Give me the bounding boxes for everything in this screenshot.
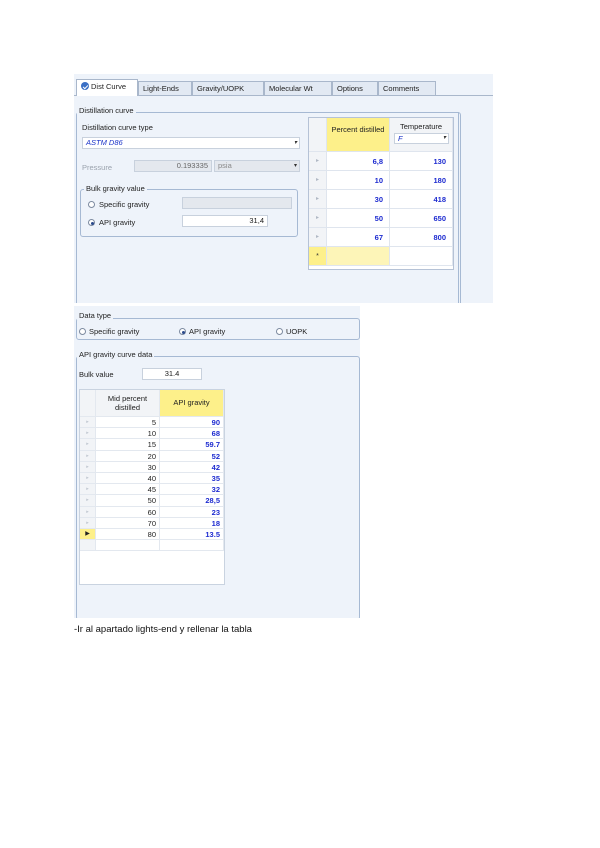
row-header[interactable]: ▸ <box>80 462 96 473</box>
curve-type-label: Distillation curve type <box>82 123 153 132</box>
row-header[interactable]: ▸ <box>80 518 96 529</box>
api-gravity-radio[interactable] <box>88 219 95 226</box>
pressure-input[interactable]: 0.193335 <box>134 160 212 172</box>
row-header[interactable]: ▸ <box>80 439 96 450</box>
tab-label: Gravity/UOPK <box>197 84 245 93</box>
checkmark-icon <box>81 82 89 90</box>
temperature-cell[interactable]: 130 <box>390 152 453 171</box>
percent-distilled-cell[interactable]: 10 <box>327 171 390 190</box>
row-header[interactable]: ▸ <box>80 428 96 439</box>
row-header[interactable]: ▸ <box>80 507 96 518</box>
data-type-group-label: Data type <box>79 311 112 320</box>
tab-gravity-uopk[interactable] <box>192 81 264 95</box>
row-header[interactable]: ▸ <box>80 417 96 428</box>
mid-percent-cell[interactable]: 60 <box>96 507 160 518</box>
row-header[interactable]: ▸ <box>80 484 96 495</box>
dropdown-arrow-icon: ▾ <box>442 135 446 141</box>
mid-percent-cell[interactable]: 15 <box>96 439 160 450</box>
mid-percent-cell[interactable]: 70 <box>96 518 160 529</box>
tab-label: Options <box>337 84 363 93</box>
curve-type-value: ASTM D86 <box>86 138 123 147</box>
bulk-value-input[interactable]: 31.4 <box>142 368 202 380</box>
temperature-header-label: Temperature <box>399 122 443 131</box>
row-header[interactable]: ▸ <box>309 152 327 171</box>
grid-corner <box>80 390 96 417</box>
temperature-cell[interactable]: 650 <box>390 209 453 228</box>
bulk-value-label: Bulk value <box>79 370 114 379</box>
temperature-header[interactable] <box>390 118 453 152</box>
mid-percent-cell[interactable]: 45 <box>96 484 160 495</box>
data-type-api-gravity-radio[interactable] <box>179 328 186 335</box>
api-gravity-cell[interactable]: 35 <box>160 473 224 484</box>
mid-percent-distilled-header[interactable]: Mid percent distilled <box>96 390 160 417</box>
temperature-cell[interactable]: 180 <box>390 171 453 190</box>
api-gravity-cell[interactable]: 18 <box>160 518 224 529</box>
api-gravity-curve-group-label: API gravity curve data <box>79 350 153 359</box>
mid-percent-cell[interactable]: 30 <box>96 462 160 473</box>
row-header[interactable]: ▸ <box>309 190 327 209</box>
mid-percent-cell[interactable]: 80 <box>96 529 160 540</box>
data-type-specific-gravity-label: Specific gravity <box>89 327 140 336</box>
pressure-unit-value: psia <box>218 161 232 170</box>
api-gravity-cell[interactable]: 23 <box>160 507 224 518</box>
row-header[interactable]: ▸ <box>80 473 96 484</box>
tab-comments[interactable] <box>378 81 436 95</box>
mid-percent-cell[interactable]: 50 <box>96 495 160 506</box>
api-gravity-cell[interactable]: 59.7 <box>160 439 224 450</box>
percent-distilled-cell[interactable]: 30 <box>327 190 390 209</box>
api-gravity-input[interactable]: 31,4 <box>182 215 268 227</box>
tab-options[interactable] <box>332 81 378 95</box>
new-row-mid-cell[interactable] <box>96 540 160 551</box>
tab-strip <box>74 77 493 93</box>
tab-label: Comments <box>383 84 420 93</box>
grid-corner <box>309 118 327 152</box>
frame-edge <box>458 112 459 303</box>
dropdown-arrow-icon: ▾ <box>293 140 297 146</box>
tab-label: Light-Ends <box>143 84 179 93</box>
temperature-cell[interactable]: 800 <box>390 228 453 247</box>
temperature-unit-value: F <box>398 134 403 143</box>
row-header[interactable]: ▸ <box>80 451 96 462</box>
row-header[interactable]: ▸ <box>309 171 327 190</box>
distillation-curve-group-label: Distillation curve <box>79 106 134 115</box>
mid-percent-cell[interactable]: 20 <box>96 451 160 462</box>
api-gravity-cell[interactable]: 28,5 <box>160 495 224 506</box>
mid-percent-cell[interactable]: 40 <box>96 473 160 484</box>
tab-molecular-wt[interactable] <box>264 81 332 95</box>
api-gravity-cell[interactable]: 32 <box>160 484 224 495</box>
api-gravity-label: API gravity <box>99 218 136 227</box>
specific-gravity-radio[interactable] <box>88 201 95 208</box>
pressure-label: Pressure <box>82 163 113 172</box>
data-type-api-gravity-label: API gravity <box>189 327 226 336</box>
data-type-uopk-label: UOPK <box>286 327 308 336</box>
api-gravity-cell[interactable]: 52 <box>160 451 224 462</box>
tab-light-ends[interactable] <box>138 81 192 95</box>
data-type-specific-gravity-radio[interactable] <box>79 328 86 335</box>
instruction-caption: -Ir al apartado lights-end y rellenar la tabla <box>74 624 252 635</box>
new-row-percent-cell[interactable] <box>327 247 390 266</box>
api-gravity-cell[interactable]: 90 <box>160 417 224 428</box>
percent-distilled-cell[interactable]: 6,8 <box>327 152 390 171</box>
api-gravity-cell[interactable]: 68 <box>160 428 224 439</box>
data-type-uopk-radio[interactable] <box>276 328 283 335</box>
percent-distilled-header[interactable]: Percent distilled <box>327 118 390 152</box>
percent-distilled-cell[interactable]: 67 <box>327 228 390 247</box>
distillation-data-grid <box>308 117 454 270</box>
new-row-header[interactable] <box>80 540 96 551</box>
temperature-cell[interactable]: 418 <box>390 190 453 209</box>
row-header[interactable]: ▶ <box>80 529 96 540</box>
row-header[interactable]: ▸ <box>80 495 96 506</box>
curve-type-select[interactable] <box>82 137 300 149</box>
petroleum-assay-dist-curve-panel <box>74 74 493 303</box>
specific-gravity-label: Specific gravity <box>99 200 150 209</box>
gravity-uopk-panel <box>74 306 360 618</box>
new-row-api-cell[interactable] <box>160 540 224 551</box>
mid-percent-cell[interactable]: 5 <box>96 417 160 428</box>
tab-label: Dist Curve <box>91 82 127 91</box>
percent-distilled-cell[interactable]: 50 <box>327 209 390 228</box>
dropdown-arrow-icon: ▾ <box>293 163 297 169</box>
tab-dist-curve[interactable] <box>76 79 138 96</box>
row-header[interactable]: ▸ <box>309 228 327 247</box>
pressure-unit-select[interactable] <box>214 160 300 172</box>
new-row-temperature-cell[interactable] <box>390 247 453 266</box>
api-gravity-cell[interactable]: 13.5 <box>160 529 224 540</box>
row-header[interactable]: ▸ <box>309 209 327 228</box>
new-row-marker[interactable]: * <box>309 247 327 266</box>
bulk-gravity-group-label: Bulk gravity value <box>86 184 145 193</box>
temperature-unit-select[interactable] <box>394 133 449 144</box>
specific-gravity-input[interactable] <box>182 197 292 209</box>
api-gravity-cell[interactable]: 42 <box>160 462 224 473</box>
mid-percent-cell[interactable]: 10 <box>96 428 160 439</box>
api-gravity-data-grid <box>79 389 225 585</box>
api-gravity-header[interactable]: API gravity <box>160 390 224 417</box>
tab-label: Molecular Wt <box>269 84 313 93</box>
